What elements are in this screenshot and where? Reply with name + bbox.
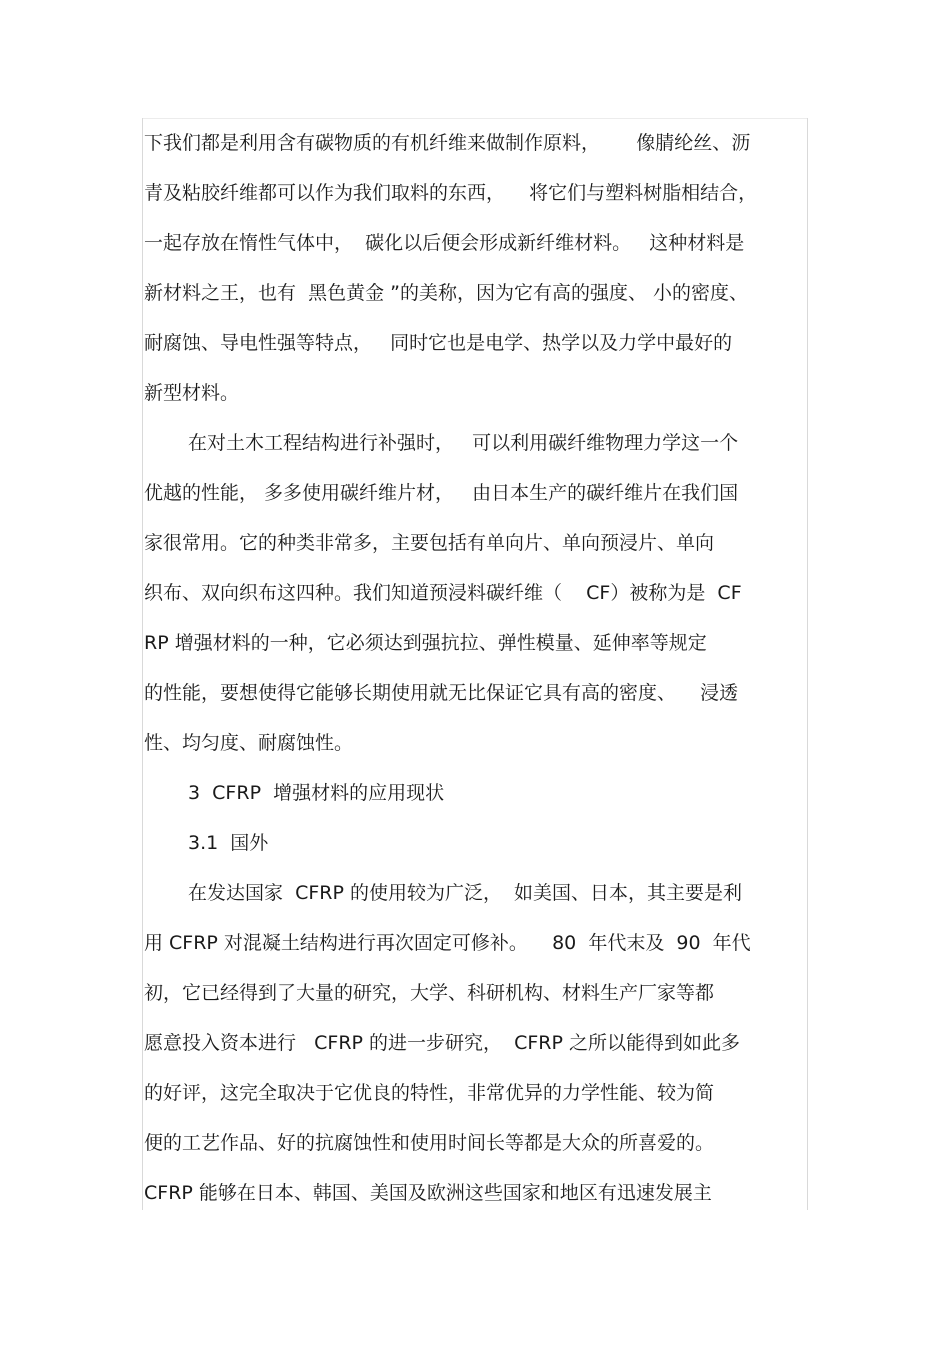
text-line: 新材料之王，也有 黑色黄金 ”的美称，因为它有高的强度、 小的密度、 — [144, 282, 749, 304]
text-line: 便的工艺作品、好的抗腐蚀性和使用时间长等都是大众的所喜爱的。 — [144, 1132, 715, 1154]
text-line: 优越的性能， 多多使用碳纤维片材， 由日本生产的碳纤维片在我们国 — [144, 482, 739, 504]
text-line: 性、均匀度、耐腐蚀性。 — [144, 732, 354, 754]
text-line: 的性能，要想使得它能够长期使用就无比保证它具有高的密度、 浸透 — [144, 682, 739, 704]
text-line: 下我们都是利用含有碳物质的有机纤维来做制作原料， 像腈纶丝、沥 — [144, 132, 751, 154]
text-line: 耐腐蚀、导电性强等特点， 同时它也是电学、热学以及力学中最好的 — [144, 332, 733, 354]
text-line: 织布、双向织布这四种。我们知道预浸料碳纤维（ CF）被称为是 CF — [144, 582, 742, 604]
document-body — [144, 118, 806, 1218]
text-line: 的好评，这完全取决于它优良的特性，非常优异的力学性能、较为简 — [144, 1082, 715, 1104]
page-frame-left — [142, 118, 143, 1210]
page-frame-right — [807, 118, 808, 1210]
paragraph-first-line: 在发达国家 CFRP 的使用较为广泛， 如美国、日本，其主要是利 — [188, 882, 743, 904]
text-line: 初，它已经得到了大量的研究，大学、科研机构、材料生产厂家等都 — [144, 982, 715, 1004]
subsection-heading: 3.1 国外 — [188, 832, 269, 854]
section-heading: 3 CFRP 增强材料的应用现状 — [188, 782, 445, 804]
text-line: 一起存放在惰性气体中， 碳化以后便会形成新纤维材料。 这种材料是 — [144, 232, 745, 254]
text-line: 青及粘胶纤维都可以作为我们取料的东西， 将它们与塑料树脂相结合， — [144, 182, 758, 204]
text-line: 用 CFRP 对混凝土结构进行再次固定可修补。 80 年代末及 90 年代 — [144, 932, 751, 954]
text-line: RP 增强材料的一种，它必须达到强抗拉、弹性模量、延伸率等规定 — [144, 632, 707, 654]
paragraph-first-line: 在对土木工程结构进行补强时， 可以利用碳纤维物理力学这一个 — [188, 432, 739, 454]
text-line: 家很常用。它的种类非常多，主要包括有单向片、单向预浸片、单向 — [144, 532, 715, 554]
text-line: 愿意投入资本进行 CFRP 的进一步研究， CFRP 之所以能得到如此多 — [144, 1032, 740, 1054]
text-line: CFRP 能够在日本、韩国、美国及欧洲这些国家和地区有迅速发展主 — [144, 1182, 712, 1204]
text-line: 新型材料。 — [144, 382, 240, 404]
